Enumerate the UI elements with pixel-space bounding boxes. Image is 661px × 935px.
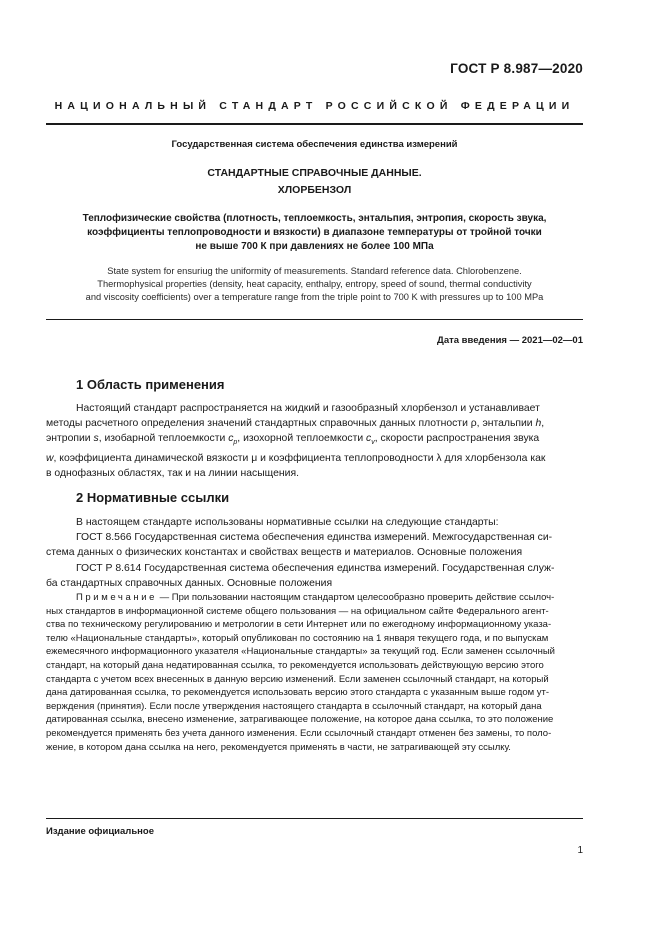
- text-line: в однофазных областях, так и на линии насыщения.: [46, 467, 299, 479]
- section-1-text: [46, 401, 583, 481]
- footer-divider: [46, 818, 583, 819]
- title-divider: [46, 319, 583, 320]
- main-title-line1: СТАНДАРТНЫЕ СПРАВОЧНЫЕ ДАННЫЕ.: [207, 167, 422, 179]
- note-line: телю «Национальные стандарты», который опубликован по состоянию на 1 января текущего года, и по выпускам: [46, 632, 549, 644]
- note-line: дана датированная ссылка, то рекомендуется использовать версию этого стандарта с указанным выше годом ут-: [46, 687, 550, 699]
- text-line: методы расчетного определения значений стандартных справочных данных плотности ρ, энтальпии h,: [46, 418, 545, 430]
- english-title-line: Thermophysical properties (density, heat capacity, enthalpy, entropy, speed of sound, thermal conductivity: [97, 279, 532, 289]
- page-number: 1: [577, 845, 583, 856]
- note-first-line: Примечание — При пользовании настоящим стандартом целесообразно проверить действие ссылоч-: [76, 592, 555, 603]
- note-block: [46, 591, 583, 754]
- text-line: Настоящий стандарт распространяется на жидкий и газообразный хлорбензол и устанавливает: [76, 403, 540, 414]
- note-line: датированная ссылка, внесено изменение, затрагивающее положение, на которое дана ссылка, то это положение: [46, 714, 554, 726]
- text-line: стема данных о физических константах и свойствах веществ и материалов. Основные положения: [46, 547, 523, 559]
- title-description-line: Теплофизические свойства (плотность, теплоемкость, энтальпия, энтропия, скорость звука,: [82, 213, 547, 224]
- text-line: энтропии s, изобарной теплоемкости $c_p$, изохорной теплоемкости $c_v$, скорости распространения звука: [46, 433, 540, 447]
- note-line: стандарта с учетом всех внесенных в данную версию изменений. Если заменен ссылочный стандарт, на который: [46, 673, 549, 685]
- national-standard-banner: НАЦИОНАЛЬНЫЙ СТАНДАРТ РОССИЙСКОЙ ФЕДЕРАЦИИ: [54, 100, 575, 112]
- standard-code: ГОСТ Р 8.987—2020: [450, 61, 583, 76]
- text-line: В настоящем стандарте использованы нормативные ссылки на следующие стандарты:: [76, 517, 499, 528]
- text-line: ба стандартных справочных данных. Основные положения: [46, 577, 333, 589]
- official-edition-label: Издание официальное: [46, 826, 154, 837]
- title-description-line: не выше 700 К при давлениях не более 100 МПа: [195, 241, 434, 252]
- note-line: верждения (принятия). Если после утверждения настоящего стандарта в ссылочный стандарт, на который дана: [46, 700, 542, 712]
- note-label: Примечание: [76, 592, 157, 603]
- note-line: рекомендуется применять без учета данного изменения. Если ссылочный стандарт отменен без замены, то поло-: [46, 727, 552, 739]
- section-2-heading: 2 Нормативные ссылки: [76, 490, 230, 505]
- main-title-line2: ХЛОРБЕНЗОЛ: [277, 184, 352, 196]
- reference-gost-8-566: ГОСТ 8.566 Государственная система обеспечения единства измерений. Межгосударственная си-: [76, 532, 553, 544]
- note-line: ежемесячного информационного указателя «Национальные стандарты» за текущий год. Если заменен ссылочный: [46, 646, 555, 658]
- title-description: [46, 212, 583, 254]
- introduction-date: Дата введения — 2021—02—01: [437, 335, 583, 346]
- header-divider: [46, 123, 583, 125]
- note-line: стандарт, на который дана недатированная ссылка, то рекомендуется использовать действующую версию этого: [46, 659, 544, 671]
- title-description-line: коэффициенты теплопроводности и вязкости) в диапазоне температуры от тройной точки: [87, 227, 542, 238]
- note-line: ных стандартов в информационной системе общего пользования — на официальном сайте Федерального агент-: [46, 605, 549, 617]
- section-1-heading: 1 Область применения: [76, 377, 225, 392]
- english-title-line: State system for ensuriug the uniformity of measurements. Standard reference data. Chlorobenzene.: [107, 266, 522, 276]
- english-title-line: and viscosity coefficients) over a temperature range from the triple point to 700 K with pressures up to 100 MPa: [85, 292, 544, 302]
- reference-gost-r-8-614: ГОСТ Р 8.614 Государственная система обеспечения единства измерений. Государственная служ-: [76, 562, 555, 574]
- note-line: ства по техническому регулированию и метрологии в сети Интернет или по ежегодному информационному указа-: [46, 619, 552, 631]
- english-title: [46, 265, 583, 304]
- section-2-text: [46, 515, 583, 591]
- text-line: w, коэффициента динамической вязкости μ и коэффициента теплопроводности λ для хлорбензола как: [46, 452, 546, 464]
- system-title: Государственная система обеспечения единства измерений: [171, 139, 458, 150]
- note-line: жение, в котором дана ссылка на него, рекомендуется применять в части, не затрагивающей эту ссылку.: [46, 741, 511, 753]
